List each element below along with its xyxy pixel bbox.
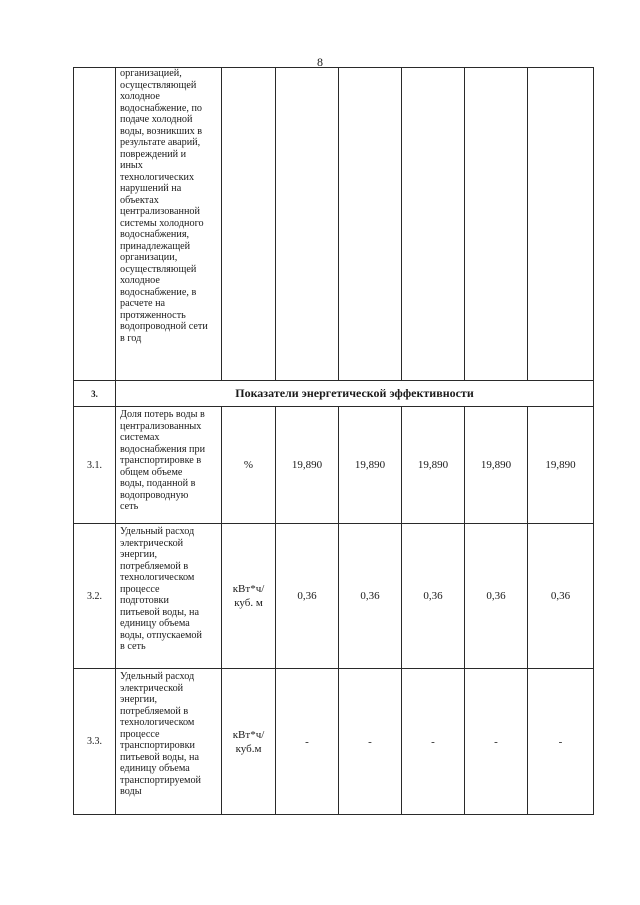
cell-name (116, 407, 222, 524)
cell-num: 3.3. (74, 669, 116, 815)
section-title: Показатели энергетической эффективности (235, 386, 474, 400)
indicator-name: Удельный расход электрической энергии, потребляемой в технологическом процессе подготовки питьевой воды, на единицу объема воды, отпускаемой в сеть (120, 526, 202, 652)
cell-unit: кВт*ч/ куб.м (222, 669, 276, 815)
cell-value (465, 68, 528, 381)
cell-value: 0,36 (276, 524, 339, 669)
section-number-cell (74, 381, 116, 407)
cell-value: - (276, 669, 339, 815)
cell-unit: кВт*ч/ куб. м (222, 524, 276, 669)
indicator-name: Доля потерь воды в централизованных системах водоснабжения при транспортировке в общем объеме воды, поданной в водопроводную сеть (120, 409, 206, 512)
cell-value: 0,36 (339, 524, 402, 669)
cell-value: 19,890 (402, 407, 465, 524)
cell-num: 3.2. (74, 524, 116, 669)
section-header-row (74, 381, 594, 407)
cell-value (528, 68, 594, 381)
cell-value: 0,36 (402, 524, 465, 669)
cell-value: 19,890 (465, 407, 528, 524)
cell-value: - (339, 669, 402, 815)
cell-value: 0,36 (528, 524, 594, 669)
cell-unit (222, 68, 276, 381)
table-row (74, 669, 594, 815)
cell-value: 19,890 (339, 407, 402, 524)
cell-value: - (402, 669, 465, 815)
cell-value (402, 68, 465, 381)
table-row (74, 407, 594, 524)
page-number: 8 (317, 55, 323, 69)
cell-value: - (465, 669, 528, 815)
cell-num: 3.1. (74, 407, 116, 524)
cell-value (276, 68, 339, 381)
cell-name (116, 669, 222, 815)
cell-value: 19,890 (528, 407, 594, 524)
table-row-continuation (74, 68, 594, 381)
section-title-cell (116, 381, 594, 407)
cell-num (74, 68, 116, 381)
indicators-table (73, 67, 594, 815)
section-number: 3. (91, 388, 98, 399)
indicator-name: Удельный расход электрической энергии, потребляемой в технологическом процессе транспортировки питьевой воды, на единицу объема транспортируемой воды (120, 671, 202, 797)
cell-value (339, 68, 402, 381)
indicator-name-continued: организацией, осуществляющей холодное водоснабжение, по подаче холодной воды, возникших в результате аварий, повреждений и иных технологических нарушений на объектах централизованной системы холодного водоснабжения, принадлежащей организации, осуществляющей холодное водоснабжение, в расчете на протяженность водопроводной сети в год (120, 68, 208, 344)
cell-value: - (528, 669, 594, 815)
table-row (74, 524, 594, 669)
cell-value: 0,36 (465, 524, 528, 669)
cell-name (116, 68, 222, 381)
cell-value: 19,890 (276, 407, 339, 524)
cell-unit: % (222, 407, 276, 524)
cell-name (116, 524, 222, 669)
